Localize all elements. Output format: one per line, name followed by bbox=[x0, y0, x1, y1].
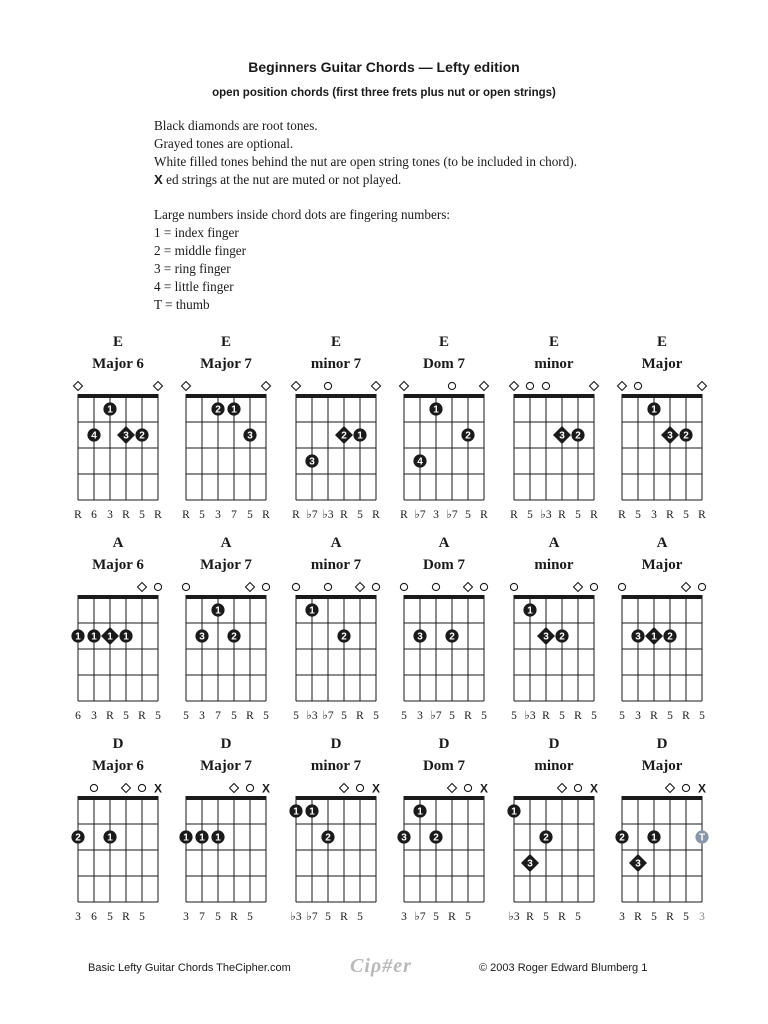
tone-label: 6 bbox=[75, 710, 81, 722]
mute-symbol: X bbox=[154, 172, 163, 187]
tone-label: R bbox=[510, 509, 518, 521]
chord-diagram bbox=[71, 535, 161, 722]
tone-label: 5 bbox=[575, 509, 581, 521]
fingering-number: 1 bbox=[511, 806, 517, 818]
open-string-marker bbox=[510, 583, 517, 590]
tone-label: R bbox=[618, 509, 626, 521]
legend-line: 1 = index finger bbox=[154, 225, 239, 240]
fingering-number: 2 bbox=[683, 430, 689, 442]
open-root-marker bbox=[262, 382, 271, 391]
open-string-marker bbox=[262, 583, 269, 590]
legend-line: 4 = little finger bbox=[154, 279, 234, 294]
tone-label: 5 bbox=[357, 509, 363, 521]
tone-label: R bbox=[182, 509, 190, 521]
tone-label: ♭3 bbox=[322, 509, 334, 521]
chord-diagram bbox=[507, 736, 598, 923]
tone-label: 5 bbox=[183, 710, 189, 722]
tone-label: 3 bbox=[75, 911, 81, 923]
page-subtitle: open position chords (first three frets plus nut or open strings) bbox=[212, 87, 556, 99]
tone-label: 5 bbox=[543, 911, 549, 923]
tone-label: 5 bbox=[591, 710, 597, 722]
chord-type: minor 7 bbox=[310, 758, 362, 774]
fingering-number: 1 bbox=[527, 605, 533, 617]
fingering-number: 1 bbox=[215, 605, 221, 617]
fingering-number: 2 bbox=[559, 631, 565, 643]
tone-label: 3 bbox=[651, 509, 657, 521]
open-root-marker bbox=[356, 583, 365, 592]
open-string-marker bbox=[372, 583, 379, 590]
tone-label: 5 bbox=[139, 911, 145, 923]
fingering-number: 1 bbox=[199, 832, 205, 844]
fingering-number: 3 bbox=[543, 631, 549, 643]
open-string-marker bbox=[356, 784, 363, 791]
nut-bar bbox=[186, 796, 267, 800]
chord-type: Major 6 bbox=[92, 557, 144, 573]
tone-label: 5 bbox=[635, 509, 641, 521]
tone-label: R bbox=[526, 911, 534, 923]
open-string-marker bbox=[464, 784, 471, 791]
tone-label: 5 bbox=[341, 710, 347, 722]
fingering-number: 1 bbox=[309, 605, 315, 617]
legend-line: Large numbers inside chord dots are fingering numbers: bbox=[154, 207, 451, 222]
open-root-marker bbox=[464, 583, 473, 592]
open-string-marker bbox=[682, 784, 689, 791]
tone-label: R bbox=[634, 911, 642, 923]
tone-label: ♭7 bbox=[430, 710, 442, 722]
fingering-number: 1 bbox=[309, 806, 315, 818]
fingering-number: 2 bbox=[449, 631, 455, 643]
chord-root: A bbox=[656, 535, 668, 551]
legend-line: Grayed tones are optional. bbox=[154, 136, 294, 151]
open-string-marker bbox=[292, 583, 299, 590]
tone-label: R bbox=[650, 710, 658, 722]
tone-label: R bbox=[400, 509, 408, 521]
tone-label: 5 bbox=[559, 710, 565, 722]
tone-label: 5 bbox=[293, 710, 299, 722]
legend-line: White filled tones behind the nut are open string tones (to be included in chord). bbox=[154, 154, 577, 169]
tone-label: 5 bbox=[123, 710, 129, 722]
muted-string-marker: X bbox=[261, 781, 271, 796]
tone-label: R bbox=[542, 710, 550, 722]
tone-label: R bbox=[356, 710, 364, 722]
tone-label: R bbox=[340, 911, 348, 923]
fingering-number: 2 bbox=[465, 430, 471, 442]
tone-label: R bbox=[122, 509, 130, 521]
tone-label: R bbox=[682, 710, 690, 722]
tone-label: 5 bbox=[325, 911, 331, 923]
tone-label: R bbox=[558, 509, 566, 521]
tone-label: 5 bbox=[575, 911, 581, 923]
open-root-marker bbox=[340, 784, 349, 793]
nut-bar bbox=[622, 796, 703, 800]
fingering-number: 3 bbox=[247, 430, 253, 442]
tone-label: R bbox=[480, 509, 488, 521]
fingering-number: 3 bbox=[401, 832, 407, 844]
chord-diagram bbox=[618, 535, 705, 722]
tone-label: 5 bbox=[511, 710, 517, 722]
tone-label: 5 bbox=[139, 509, 145, 521]
chord-type: minor 7 bbox=[310, 356, 362, 372]
open-root-marker bbox=[590, 382, 599, 391]
tone-label: 7 bbox=[199, 911, 205, 923]
fingering-number: 3 bbox=[199, 631, 205, 643]
tone-label: ♭3 bbox=[540, 509, 552, 521]
open-string-marker bbox=[542, 382, 549, 389]
tone-label: R bbox=[574, 710, 582, 722]
open-root-marker bbox=[138, 583, 147, 592]
chord-type: Dom 7 bbox=[422, 557, 466, 573]
open-root-marker bbox=[682, 583, 691, 592]
tone-label: 7 bbox=[231, 509, 237, 521]
tone-label: 3 bbox=[433, 509, 439, 521]
open-root-marker bbox=[558, 784, 567, 793]
fingering-number: 2 bbox=[325, 832, 331, 844]
open-string-marker bbox=[618, 583, 625, 590]
open-root-marker bbox=[666, 784, 675, 793]
open-string-marker bbox=[590, 583, 597, 590]
tone-label: 7 bbox=[215, 710, 221, 722]
tone-label: 5 bbox=[373, 710, 379, 722]
fingering-number: 3 bbox=[635, 858, 641, 870]
chord-type: Major bbox=[641, 356, 683, 372]
tone-label: R bbox=[464, 710, 472, 722]
tone-label: 3 bbox=[417, 710, 423, 722]
fingering-number: 3 bbox=[527, 858, 533, 870]
open-string-marker bbox=[400, 583, 407, 590]
nut-bar bbox=[514, 394, 595, 398]
tone-label: 3 bbox=[91, 710, 97, 722]
fingering-number: 1 bbox=[417, 806, 423, 818]
fingering-number: 2 bbox=[341, 430, 347, 442]
chord-root: E bbox=[438, 334, 450, 350]
tone-label: R bbox=[74, 509, 82, 521]
footer-left: Basic Lefty Guitar Chords TheCipher.com bbox=[88, 962, 291, 974]
legend-line: 2 = middle finger bbox=[154, 243, 247, 258]
tone-label: ♭3 bbox=[306, 710, 318, 722]
nut-bar bbox=[78, 394, 159, 398]
nut-bar bbox=[296, 796, 377, 800]
tone-label: 6 bbox=[91, 509, 97, 521]
tone-label: 5 bbox=[667, 710, 673, 722]
chord-root: E bbox=[656, 334, 668, 350]
muted-string-marker: X bbox=[153, 781, 163, 796]
tone-label: 3 bbox=[635, 710, 641, 722]
chord-root: E bbox=[548, 334, 560, 350]
tone-label: 5 bbox=[449, 710, 455, 722]
chord-root: A bbox=[112, 535, 124, 551]
open-root-marker bbox=[122, 784, 131, 793]
nut-bar bbox=[78, 595, 159, 599]
chord-root: D bbox=[438, 736, 450, 752]
chord-root: A bbox=[220, 535, 232, 551]
fingering-number: 2 bbox=[215, 404, 221, 416]
nut-bar bbox=[296, 394, 377, 398]
tone-label: 5 bbox=[465, 509, 471, 521]
open-string-marker bbox=[182, 583, 189, 590]
fingering-number: 1 bbox=[651, 631, 657, 643]
chord-diagram bbox=[510, 535, 597, 722]
tone-label: 5 bbox=[619, 710, 625, 722]
chord-type: minor bbox=[534, 758, 574, 774]
chord-type: Major 6 bbox=[92, 356, 144, 372]
open-root-marker bbox=[618, 382, 627, 391]
tone-label: ♭7 bbox=[414, 911, 426, 923]
fingering-number: 2 bbox=[231, 631, 237, 643]
legend-line: 3 = ring finger bbox=[154, 261, 231, 276]
open-root-marker bbox=[246, 583, 255, 592]
fingering-number: 2 bbox=[433, 832, 439, 844]
fingering-number: 1 bbox=[357, 430, 363, 442]
nut-bar bbox=[296, 595, 377, 599]
tone-label: ♭7 bbox=[414, 509, 426, 521]
nut-bar bbox=[514, 796, 595, 800]
fingering-number: 2 bbox=[667, 631, 673, 643]
chord-type: minor 7 bbox=[310, 557, 362, 573]
tone-label: 5 bbox=[527, 509, 533, 521]
mute-text: ed strings at the nut are muted or not played. bbox=[162, 172, 402, 187]
open-string-marker bbox=[634, 382, 641, 389]
tone-label: 5 bbox=[107, 911, 113, 923]
tone-label: 5 bbox=[215, 911, 221, 923]
tone-label: R bbox=[666, 509, 674, 521]
fingering-number: 1 bbox=[107, 631, 113, 643]
cipher-logo: Ciρ#er bbox=[350, 955, 412, 977]
open-root-marker bbox=[154, 382, 163, 391]
chord-root: D bbox=[112, 736, 124, 752]
tone-label: R bbox=[246, 710, 254, 722]
chord-diagram bbox=[71, 736, 162, 923]
tone-label: 3 bbox=[107, 509, 113, 521]
open-root-marker bbox=[372, 382, 381, 391]
tone-label: R bbox=[372, 509, 380, 521]
open-root-marker bbox=[574, 583, 583, 592]
tone-label: ♭3 bbox=[290, 911, 302, 923]
tone-label: 5 bbox=[651, 911, 657, 923]
chord-root: E bbox=[220, 334, 232, 350]
open-root-marker bbox=[230, 784, 239, 793]
open-string-marker bbox=[154, 583, 161, 590]
chord-diagram bbox=[289, 736, 380, 923]
fingering-number: 1 bbox=[91, 631, 97, 643]
tone-label: 5 bbox=[263, 710, 269, 722]
chord-root: D bbox=[330, 736, 342, 752]
tone-label: 5 bbox=[247, 911, 253, 923]
fingering-number: 3 bbox=[667, 430, 673, 442]
chord-root: A bbox=[330, 535, 342, 551]
chord-type: minor bbox=[534, 557, 574, 573]
open-root-marker bbox=[510, 382, 519, 391]
chord-diagram bbox=[74, 334, 163, 521]
nut-bar bbox=[186, 394, 267, 398]
chord-type: Major bbox=[641, 557, 683, 573]
open-root-marker bbox=[400, 382, 409, 391]
muted-string-marker: X bbox=[479, 781, 489, 796]
open-string-marker bbox=[324, 382, 331, 389]
footer-right: © 2003 Roger Edward Blumberg 1 bbox=[479, 962, 648, 974]
tone-label: R bbox=[698, 509, 706, 521]
fingering-number: 2 bbox=[543, 832, 549, 844]
chord-type: Major 7 bbox=[200, 758, 252, 774]
open-root-marker bbox=[698, 382, 707, 391]
open-root-marker bbox=[74, 382, 83, 391]
fingering-number: 1 bbox=[215, 832, 221, 844]
tone-label: R bbox=[448, 911, 456, 923]
page-title: Beginners Guitar Chords — Lefty edition bbox=[248, 59, 520, 75]
fingering-number: 3 bbox=[309, 456, 315, 468]
chord-root: E bbox=[112, 334, 124, 350]
tone-label: R bbox=[558, 911, 566, 923]
tone-label: ♭7 bbox=[322, 710, 334, 722]
chord-diagram bbox=[400, 334, 489, 521]
fingering-number: 1 bbox=[107, 404, 113, 416]
fingering-number: 1 bbox=[231, 404, 237, 416]
tone-label: 5 bbox=[155, 710, 161, 722]
tone-label: ♭3 bbox=[508, 911, 520, 923]
chord-diagram bbox=[292, 535, 379, 722]
chord-diagram bbox=[397, 736, 488, 923]
tone-label: ♭7 bbox=[306, 509, 318, 521]
fingering-number: T bbox=[698, 832, 706, 844]
tone-label: R bbox=[340, 509, 348, 521]
tone-label: 3 bbox=[699, 911, 705, 923]
muted-string-marker: X bbox=[697, 781, 707, 796]
muted-string-marker: X bbox=[589, 781, 599, 796]
tone-label: 5 bbox=[683, 509, 689, 521]
open-root-marker bbox=[448, 784, 457, 793]
tone-label: 6 bbox=[91, 911, 97, 923]
nut-bar bbox=[78, 796, 159, 800]
tone-label: R bbox=[262, 509, 270, 521]
open-string-marker bbox=[138, 784, 145, 791]
chord-root: A bbox=[548, 535, 560, 551]
open-string-marker bbox=[324, 583, 331, 590]
nut-bar bbox=[622, 595, 703, 599]
tone-label: R bbox=[590, 509, 598, 521]
tone-label: 5 bbox=[357, 911, 363, 923]
tone-label: 3 bbox=[199, 710, 205, 722]
open-root-marker bbox=[182, 382, 191, 391]
chord-type: Major bbox=[641, 758, 683, 774]
legend-line: T = thumb bbox=[154, 297, 210, 312]
chord-root: E bbox=[330, 334, 342, 350]
chord-diagram bbox=[618, 334, 707, 521]
fingering-number: 4 bbox=[91, 430, 97, 442]
tone-label: ♭7 bbox=[306, 911, 318, 923]
tone-label: R bbox=[292, 509, 300, 521]
fingering-number: 1 bbox=[107, 832, 113, 844]
chord-root: D bbox=[220, 736, 232, 752]
chord-diagram bbox=[615, 736, 708, 923]
muted-string-marker: X bbox=[371, 781, 381, 796]
open-string-marker bbox=[90, 784, 97, 791]
nut-bar bbox=[404, 394, 485, 398]
fingering-number: 1 bbox=[293, 806, 299, 818]
tone-label: R bbox=[230, 911, 238, 923]
tone-label: 5 bbox=[401, 710, 407, 722]
chord-type: Major 6 bbox=[92, 758, 144, 774]
nut-bar bbox=[186, 595, 267, 599]
fingering-number: 1 bbox=[123, 631, 129, 643]
nut-bar bbox=[514, 595, 595, 599]
open-string-marker bbox=[432, 583, 439, 590]
chord-diagram bbox=[182, 535, 269, 722]
tone-label: 3 bbox=[183, 911, 189, 923]
fingering-number: 2 bbox=[75, 832, 81, 844]
fingering-number: 1 bbox=[75, 631, 81, 643]
tone-label: 5 bbox=[465, 911, 471, 923]
fingering-number: 3 bbox=[635, 631, 641, 643]
tone-label: 3 bbox=[619, 911, 625, 923]
tone-label: R bbox=[122, 911, 130, 923]
open-string-marker bbox=[698, 583, 705, 590]
chord-diagram bbox=[179, 736, 270, 923]
tone-label: R bbox=[106, 710, 114, 722]
tone-label: 3 bbox=[401, 911, 407, 923]
open-string-marker bbox=[448, 382, 455, 389]
fingering-number: 1 bbox=[651, 404, 657, 416]
tone-label: 5 bbox=[433, 911, 439, 923]
chord-root: A bbox=[438, 535, 450, 551]
tone-label: 5 bbox=[683, 911, 689, 923]
chord-type: Major 7 bbox=[200, 557, 252, 573]
fingering-number: 1 bbox=[183, 832, 189, 844]
fingering-number: 3 bbox=[559, 430, 565, 442]
fingering-number: 3 bbox=[123, 430, 129, 442]
chord-type: minor bbox=[534, 356, 574, 372]
chord-diagram bbox=[182, 334, 271, 521]
fingering-number: 1 bbox=[651, 832, 657, 844]
tone-label: 5 bbox=[231, 710, 237, 722]
open-string-marker bbox=[246, 784, 253, 791]
open-string-marker bbox=[526, 382, 533, 389]
open-string-marker bbox=[480, 583, 487, 590]
fingering-number: 3 bbox=[417, 631, 423, 643]
open-string-marker bbox=[574, 784, 581, 791]
tone-label: R bbox=[666, 911, 674, 923]
chord-type: Major 7 bbox=[200, 356, 252, 372]
fingering-number: 2 bbox=[139, 430, 145, 442]
chord-diagram bbox=[510, 334, 599, 521]
chord-root: D bbox=[656, 736, 668, 752]
tone-label: R bbox=[154, 509, 162, 521]
nut-bar bbox=[622, 394, 703, 398]
fingering-number: 2 bbox=[619, 832, 625, 844]
tone-label: 5 bbox=[199, 509, 205, 521]
tone-label: R bbox=[138, 710, 146, 722]
tone-label: 5 bbox=[247, 509, 253, 521]
tone-label: 5 bbox=[699, 710, 705, 722]
nut-bar bbox=[404, 796, 485, 800]
legend-line: Black diamonds are root tones. bbox=[154, 118, 318, 133]
chord-diagram bbox=[292, 334, 381, 521]
tone-label: ♭7 bbox=[446, 509, 458, 521]
tone-label: 5 bbox=[481, 710, 487, 722]
chord-type: Dom 7 bbox=[422, 356, 466, 372]
fingering-number: 2 bbox=[575, 430, 581, 442]
chord-diagram bbox=[400, 535, 487, 722]
nut-bar bbox=[404, 595, 485, 599]
open-root-marker bbox=[292, 382, 301, 391]
fingering-number: 2 bbox=[341, 631, 347, 643]
tone-label: ♭3 bbox=[524, 710, 536, 722]
chord-root: D bbox=[548, 736, 560, 752]
open-root-marker bbox=[480, 382, 489, 391]
fingering-number: 4 bbox=[417, 456, 423, 468]
fingering-number: 1 bbox=[433, 404, 439, 416]
tone-label: 3 bbox=[215, 509, 221, 521]
chord-type: Dom 7 bbox=[422, 758, 466, 774]
